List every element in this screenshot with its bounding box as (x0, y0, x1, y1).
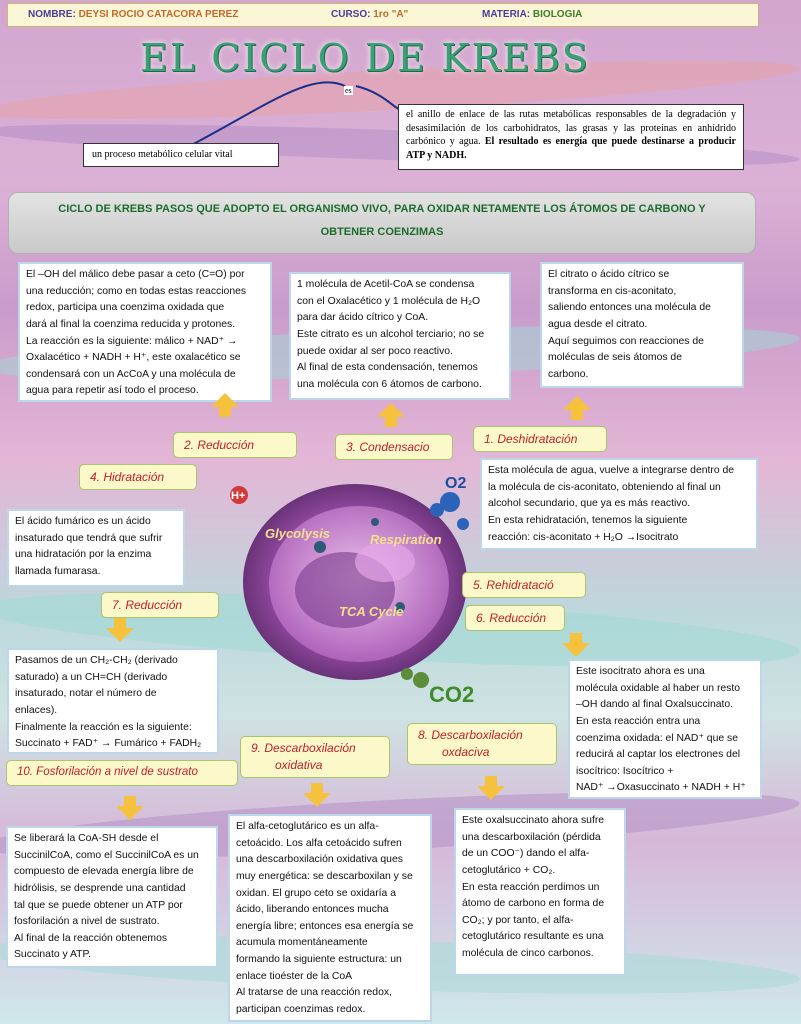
text-line: redox, participa una coenzima oxidada que (26, 302, 225, 314)
arrow-down-icon (303, 793, 331, 807)
text-line: moléculas de seis átomos de (548, 352, 682, 364)
text-line: isocítrico: Isocítrico + (576, 765, 674, 777)
step-label: 9. Descarboxilación (251, 741, 356, 755)
text-line: dará al final la coenzima reducida y protones. (26, 318, 236, 330)
text-line: Pasamos de un CH₂-CH₂ (derivado (15, 655, 178, 666)
arrow-down-icon (562, 643, 590, 657)
text-line: reducirá al captar los electrones del (576, 749, 741, 761)
text-line: saturado) a un CH=CH (derivado (15, 671, 168, 683)
course: CURSO: 1ro "A" (331, 9, 409, 20)
text-line: una descarboxilación oxidativa ques (236, 854, 403, 866)
text-line: átomo de carbono en forma de (462, 898, 605, 910)
text-line: –OH dando al final Oxalsuccinato. (576, 699, 734, 711)
text-line: tal que se puede obtener un ATP por (14, 899, 183, 911)
text-line: compuesto de elevada energía libre de (14, 866, 194, 878)
text-line: oxidan. El grupo ceto se oxidaría a (236, 887, 396, 899)
step-rehidratacion: 5. Rehidratació (462, 572, 586, 598)
step-hidratacion: 4. Hidratación (79, 464, 197, 490)
text-line: El ácido fumárico es un ácido (15, 516, 151, 527)
oxalsuccinato-box (454, 808, 626, 976)
text-line: cetoglutárico resultante es una (462, 931, 604, 943)
text-line: carbono. (548, 368, 589, 380)
text-line: formando la siguiente estructura: un (236, 954, 402, 966)
text-line: Esta molécula de agua, vuelve a integrarse dentro de (488, 465, 735, 476)
text-line: NAD⁺ →Oxasuccinato + NADH + H⁺ (576, 782, 746, 794)
text-line: una descarboxilación (pérdida (462, 831, 601, 843)
cell-label-respiration: Respiration (370, 532, 442, 547)
text-line: Oxalacético + NADH + H⁺, este oxalacético se (26, 352, 241, 364)
description-result: El resultado es energía que puede destinarse a producir ATP y NADH. (406, 136, 736, 161)
step-condensacion: 3. Condensacio (335, 434, 453, 460)
subject: MATERIA: BIOLOGIA (482, 9, 583, 20)
text-line: participan coenzimas redox. (236, 1004, 366, 1016)
text-line: SuccinilCoA, como el SuccinilCoA es un (14, 849, 199, 861)
description-box (398, 104, 744, 170)
text-line: coenzima oxidada: el NAD⁺ que se (576, 732, 739, 744)
step-descarboxilacion-8 (407, 723, 557, 765)
cell-illustration (225, 462, 495, 707)
text-line: insaturado que tendrá que sufrir (15, 532, 163, 544)
text-line: Aquí seguimos con reacciones de (548, 335, 704, 347)
arrow-down-icon (106, 628, 134, 642)
text-line: Al final de la reacción obtenemos (14, 932, 168, 944)
rehidratacion-box (480, 458, 758, 550)
banner-line: CICLO DE KREBS PASOS QUE ADOPTO EL ORGANISMO VIVO, PARA OXIDAR NETAMENTE LOS ÁTOMOS DE CARBONO Y (58, 203, 706, 215)
cell-label-h: H+ (231, 490, 246, 502)
text-line: cetoglutárico + CO₂. (462, 864, 556, 876)
text-line: En esta reacción entra una (576, 715, 701, 727)
step-reduccion-7: 7. Reducción (101, 592, 219, 618)
arrow-down-icon (116, 806, 144, 820)
reduccion-succinato-box (7, 648, 219, 754)
cell-label-glycolysis: Glycolysis (265, 526, 331, 541)
student-name: NOMBRE: DEYSI ROCIO CATACORA PEREZ (28, 9, 239, 20)
text-line: En esta reacción perdimos un (462, 881, 600, 893)
text-line: transforma en cis-aconitato, (548, 285, 677, 297)
page-title: EL CICLO DE KREBS (140, 36, 590, 80)
step-reduccion-2: 2. Reducción (173, 432, 297, 458)
text-line: molécula oxidable al haber un resto (576, 682, 741, 694)
text-line: agua desde el citrato. (548, 318, 648, 330)
text-line: La reacción es la siguiente: málico + NAD⁺ → (26, 335, 238, 347)
step-label: oxdaciva (442, 745, 490, 759)
text-line: Succinato + FAD⁺ → Fumárico + FADH₂ (15, 738, 202, 750)
text-line: la molécula de cis-aconitato, obteniendo al final un (488, 481, 721, 493)
text-line: Este isocitrato ahora es una (576, 666, 705, 677)
text-line: agua para repetir así todo el proceso. (26, 385, 199, 397)
text-line: enlace tioéster de la CoA (236, 970, 353, 982)
step-label: oxidativa (275, 758, 323, 772)
text-line: muy energética: se descarboxilan y se (236, 870, 413, 882)
text-line: condensará con un AcCoA y una molécula de (26, 368, 236, 380)
hidratacion-box (7, 509, 185, 587)
arrow-up-icon (211, 393, 239, 407)
text-line: molécula de cinco carbonos. (462, 948, 594, 960)
cell-label-co2: CO2 (429, 682, 475, 707)
steps-banner (8, 192, 756, 254)
text-line: Al tratarse de una reacción redox, (236, 987, 392, 999)
text-line: El alfa-cetoglutárico es un alfa- (236, 821, 379, 832)
deshidratacion-box (540, 262, 744, 388)
text-line: una molécula con 6 átomos de carbono. (297, 378, 482, 390)
text-line: llamada fumarasa. (15, 565, 101, 577)
reduccion-malico-box (18, 262, 272, 402)
es-label: es (345, 86, 352, 95)
description-text: el anillo de enlace de las rutas metabólicas responsables de la degradación y desasimilación de los carbohidratos, las grasas y las proteínas en anhídrido carbónico y agua. (406, 109, 736, 147)
text-line: una reducción; como en todas estas reacciones (26, 285, 247, 297)
text-line: acumula momentáneamente (236, 937, 368, 949)
text-line: con el Oxalacético y 1 molécula de H₂O (297, 295, 481, 307)
cell-label-tca: TCA Cycle (339, 604, 404, 619)
text-line: En esta rehidratación, tenemos la siguiente (488, 514, 688, 526)
text-line: para dar ácido cítrico y CoA. (297, 312, 429, 324)
step-reduccion-6: 6. Reducción (465, 605, 565, 631)
condensacion-box (289, 272, 511, 400)
connector-curve (0, 0, 768, 200)
text-line: 1 molécula de Acetil-CoA se condensa (297, 279, 475, 290)
step-deshidratacion: 1. Deshidratación (473, 426, 607, 452)
text-line: Finalmente la reacción es la siguiente: (15, 721, 192, 733)
step-label: 8. Descarboxilación (418, 728, 523, 742)
text-line: Succinato y ATP. (14, 949, 92, 961)
text-line: ácido, liberando entonces mucha (236, 904, 389, 916)
text-line: energía libre; entonces esa energía se (236, 920, 414, 932)
arrow-up-icon (563, 396, 591, 410)
text-line: Se liberará la CoA-SH desde el (14, 833, 159, 844)
text-line: cetoácido. Los alfa cetoácido sufren (236, 837, 402, 849)
text-line: El citrato o ácido cítrico se (548, 269, 670, 280)
banner-line: OBTENER COENZIMAS (320, 226, 444, 238)
text-line: fosforilación a nivel de sustrato. (14, 916, 160, 928)
text-line: saliendo entonces una molécula de (548, 302, 711, 314)
text-line: reacción: cis-aconitato + H₂O →Isocitrato (488, 531, 679, 543)
text-line: El –OH del málico debe pasar a ceto (C=O) por (26, 269, 245, 280)
text-line: Al final de esta condensación, tenemos (297, 362, 478, 374)
text-line: puede oxidar al ser poco reactivo. (297, 345, 453, 357)
reduccion-isocitrato-box (568, 659, 762, 799)
text-line: Este oxalsuccinato ahora sufre (462, 815, 605, 826)
text-line: insaturado, notar el número de (15, 688, 157, 700)
step-descarboxilacion-9 (240, 736, 390, 778)
text-line: Este citrato es un alcohol terciario; no se (297, 328, 485, 340)
definition-box: un proceso metabólico celular vital (83, 143, 279, 167)
descarboxilacion-oxidativa-box (228, 814, 432, 1022)
fosforilacion-box (6, 826, 218, 968)
text-line: hidrólisis, se desprende una cantidad (14, 882, 186, 894)
text-line: CO₂; y por tanto, el alfa- (462, 914, 574, 926)
cell-label-o2: O2 (445, 475, 467, 492)
text-line: de un COO⁻) dando el alfa- (462, 848, 590, 860)
step-fosforilacion: 10. Fosforilación a nivel de sustrato (6, 760, 238, 786)
text-line: enlaces). (15, 704, 58, 716)
arrow-down-icon (477, 786, 505, 800)
text-line: alcohol secundario, que ya es más reactivo. (488, 498, 691, 510)
arrow-up-icon (377, 403, 405, 417)
text-line: una hidratación por la enzima (15, 549, 152, 561)
